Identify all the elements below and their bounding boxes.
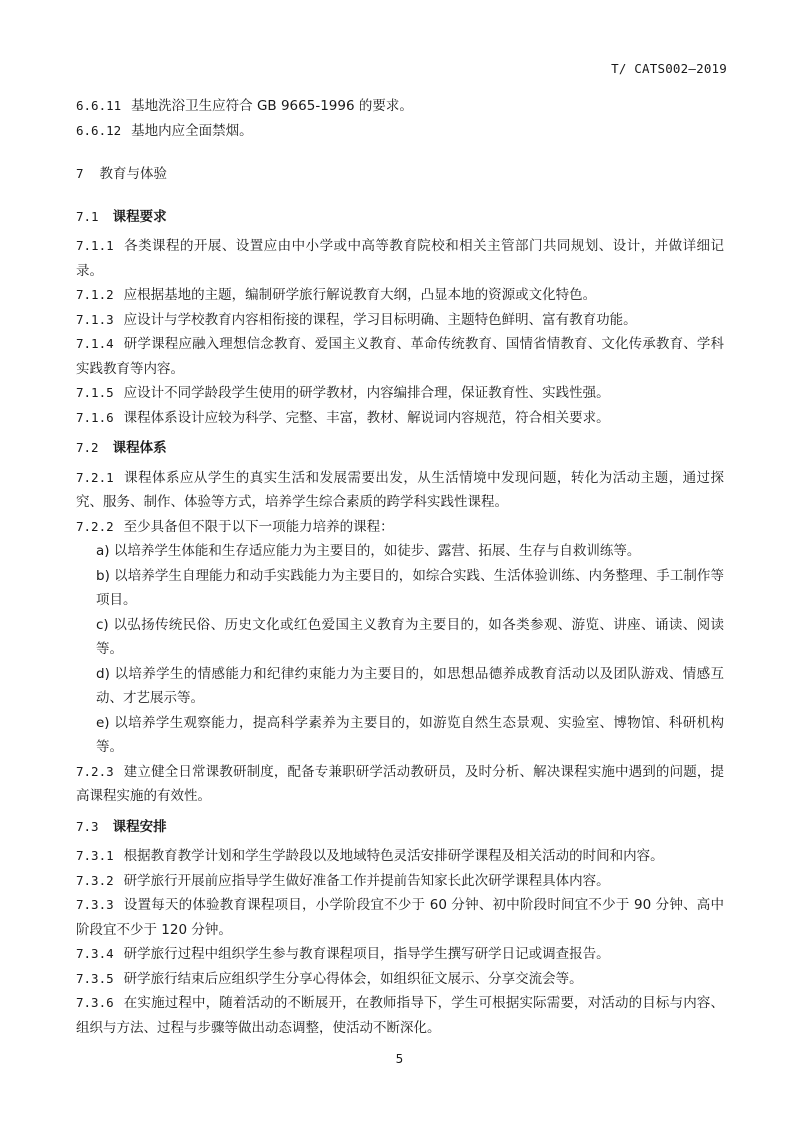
- clause-paragraph: [76, 332, 724, 381]
- list-item: [96, 662, 724, 711]
- clause-text: 课程体系应从学生的真实生活和发展需要出发，从生活情境中发现问题，转化为活动主题，通过探究、服务、制作、体验等方式，培养学生综合素质的跨学科实践性课程。: [76, 469, 724, 510]
- clause-text: 在实施过程中，随着活动的不断展开，在教师指导下，学生可根据实际需要，对活动的目标与内容、组织与方法、过程与步骤等做出动态调整，使活动不断深化。: [76, 995, 724, 1036]
- clause-text: 课程要求: [112, 208, 167, 225]
- clause-number: 7.2.2: [76, 518, 114, 534]
- clause-text: 基地洗浴卫生应符合 GB 9665-1996 的要求。: [131, 98, 413, 114]
- list-item: [96, 711, 724, 760]
- clause-number: 7.3.4: [76, 946, 114, 961]
- clause-number: 7.1.1: [76, 238, 114, 253]
- clause-text: 至少具备但不限于以下一项能力培养的课程：: [123, 518, 394, 535]
- clause-text: 研学旅行结束后应组织学生分享心得体会，如组织征文展示、分享交流会等。: [123, 970, 583, 987]
- clause-number: 6.6.12: [76, 122, 122, 138]
- clause-number: 6.6.11: [76, 98, 122, 113]
- clause-paragraph: [76, 308, 724, 333]
- clause-number: 7: [76, 166, 84, 181]
- clause-text: e) 以培养学生观察能力，提高科学素养为主要目的，如游览自然生态景观、实验室、博物馆、科研机构等。: [96, 714, 724, 755]
- clause-paragraph: [76, 967, 724, 992]
- subsection-heading: [76, 205, 724, 230]
- clause-number: 7.2: [76, 440, 99, 455]
- clause-text: 课程安排: [112, 818, 167, 835]
- clause-number: 7.2.3: [76, 763, 114, 779]
- document-header-code: T/ CATS002—2019: [611, 61, 727, 76]
- clause-number: 7.3: [76, 818, 99, 834]
- clause-text: 应设计与学校教育内容相衔接的课程，学习目标明确、主题特色鲜明、富有教育功能。: [123, 311, 637, 328]
- clause-text: b) 以培养学生自理能力和动手实践能力为主要目的，如综合实践、生活体验训练、内务整理、手工制作等项目。: [96, 567, 724, 608]
- clause-paragraph: [76, 942, 724, 967]
- document-body: [76, 94, 724, 1040]
- clause-paragraph: [76, 893, 724, 942]
- clause-text: 课程体系设计应较为科学、完整、丰富，教材、解说词内容规范，符合相关要求。: [123, 409, 610, 426]
- clause-paragraph: [76, 760, 724, 809]
- clause-number: 7.3.5: [76, 970, 114, 986]
- clause-paragraph: [76, 119, 724, 144]
- clause-text: 根据教育教学计划和学生学龄段以及地域特色灵活安排研学课程及相关活动的时间和内容。: [123, 848, 664, 864]
- subsection-heading: [76, 815, 724, 840]
- clause-text: 课程体系: [112, 440, 167, 456]
- clause-number: 7.1.6: [76, 409, 114, 425]
- clause-text: a) 以培养学生体能和生存适应能力为主要目的，如徒步、露营、拓展、生存与自救训练等。: [96, 543, 641, 559]
- clause-paragraph: [76, 94, 724, 119]
- clause-text: 研学旅行开展前应指导学生做好准备工作并提前告知家长此次研学课程具体内容。: [123, 872, 610, 889]
- list-item: [96, 539, 724, 564]
- clause-paragraph: [76, 869, 724, 894]
- clause-number: 7.1.2: [76, 287, 114, 302]
- clause-paragraph: [76, 991, 724, 1040]
- clause-text: 应根据基地的主题，编制研学旅行解说教育大纲，凸显本地的资源或文化特色。: [123, 287, 597, 303]
- section-heading: [76, 162, 724, 187]
- subsection-heading: [76, 436, 724, 461]
- list-item: [96, 613, 724, 662]
- clause-text: 教育与体验: [99, 166, 168, 182]
- clause-paragraph: [76, 406, 724, 431]
- clause-number: 7.3.1: [76, 848, 114, 863]
- clause-text: 基地内应全面禁烟。: [131, 122, 253, 139]
- clause-text: 应设计不同学龄段学生使用的研学教材，内容编排合理，保证教育性、实践性强。: [123, 385, 610, 401]
- clause-number: 7.3.6: [76, 995, 114, 1010]
- clause-number: 7.3.2: [76, 872, 114, 888]
- clause-paragraph: [76, 283, 724, 308]
- page-number: 5: [395, 1052, 404, 1066]
- clause-paragraph: [76, 234, 724, 283]
- clause-number: 7.1.4: [76, 336, 114, 351]
- clause-paragraph: [76, 381, 724, 406]
- clause-text: 设置每天的体验教育课程项目，小学阶段宜不少于 60 分钟、初中阶段时间宜不少于 90 分钟、高中阶段宜不少于 120 分钟。: [76, 897, 724, 938]
- clause-paragraph: [76, 466, 724, 515]
- clause-paragraph: [76, 844, 724, 869]
- clause-text: 研学课程应融入理想信念教育、爱国主义教育、革命传统教育、国情省情教育、文化传承教育、学科实践教育等内容。: [76, 336, 724, 377]
- clause-text: c) 以弘扬传统民俗、历史文化或红色爱国主义教育为主要目的，如各类参观、游览、讲座、诵读、阅读等。: [96, 616, 724, 657]
- clause-paragraph: [76, 515, 724, 540]
- clause-number: 7.1.5: [76, 385, 114, 400]
- clause-number: 7.1.3: [76, 311, 114, 327]
- clause-number: 7.1: [76, 208, 99, 224]
- clause-text: 建立健全日常课教研制度，配备专兼职研学活动教研员，及时分析、解决课程实施中遇到的问题，提高课程实施的有效性。: [76, 763, 724, 804]
- clause-text: 研学旅行过程中组织学生参与教育课程项目，指导学生撰写研学日记或调查报告。: [123, 946, 610, 962]
- clause-text: d) 以培养学生的情感能力和纪律约束能力为主要目的，如思想品德养成教育活动以及团队游戏、情感互动、才艺展示等。: [96, 665, 724, 706]
- clause-text: 各类课程的开展、设置应由中小学或中高等教育院校和相关主管部门共同规划、设计，并做详细记录。: [76, 238, 724, 279]
- clause-number: 7.3.3: [76, 897, 114, 912]
- clause-number: 7.2.1: [76, 469, 114, 485]
- list-item: [96, 564, 724, 613]
